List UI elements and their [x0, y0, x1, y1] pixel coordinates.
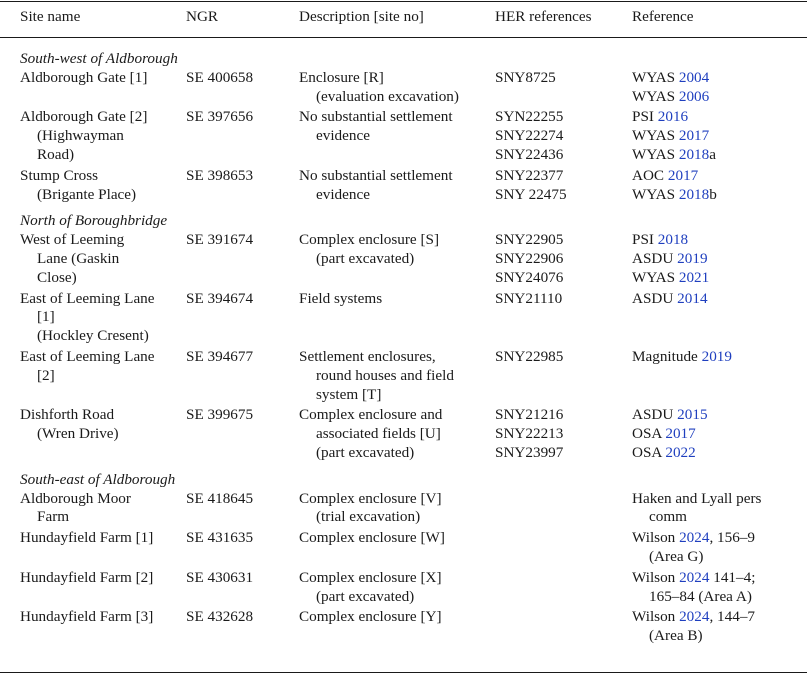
- table-row: [0, 608, 807, 648]
- table-row: [0, 69, 807, 109]
- description-cell: [299, 529, 495, 569]
- reference-suffix: b: [709, 185, 717, 203]
- reference-line: [632, 406, 807, 425]
- reference-line: [632, 569, 807, 588]
- her-references-cell: [495, 231, 632, 289]
- site-name-line: Road): [37, 145, 75, 163]
- reference-cell: [632, 348, 807, 406]
- site-name-line: East of Leeming Lane: [20, 347, 155, 365]
- site-name-line: Hundayfield Farm [1]: [20, 529, 154, 547]
- description-line: Complex enclosure [S]: [299, 231, 440, 249]
- reference-year-link[interactable]: 2006: [678, 87, 710, 105]
- reference-line: [632, 108, 807, 127]
- table-row: [0, 290, 807, 348]
- her-references-cell: [495, 490, 632, 530]
- site-name-line: West of Leeming: [20, 231, 125, 249]
- ngr-value: SE 399675: [186, 406, 254, 424]
- reference-line: [632, 508, 807, 527]
- site-name-line: [2]: [37, 366, 55, 384]
- reference-author: AOC: [632, 166, 668, 184]
- ngr-value: SE 391674: [186, 231, 254, 249]
- reference-cell: [632, 529, 807, 569]
- reference-line: [632, 250, 807, 269]
- description-line: round houses and field: [316, 366, 454, 384]
- reference-author: WYAS: [632, 68, 679, 86]
- reference-line: [632, 627, 807, 646]
- description-line: associated fields [U]: [316, 425, 441, 443]
- reference-year-link[interactable]: 2021: [678, 268, 710, 286]
- reference-line: [632, 348, 807, 367]
- ngr-cell: [186, 290, 299, 348]
- description-line: (part excavated): [316, 587, 415, 605]
- table-body: [0, 44, 807, 648]
- her-reference: SNY22906: [495, 249, 564, 267]
- ngr-value: SE 430631: [186, 568, 254, 586]
- ngr-cell: [186, 608, 299, 648]
- ngr-cell: [186, 167, 299, 207]
- reference-suffix: , 156–9: [709, 529, 755, 547]
- description-line: Field systems: [299, 289, 383, 307]
- reference-author: ASDU: [632, 406, 678, 424]
- site-name-cell: [0, 167, 186, 207]
- site-name-cell: [0, 529, 186, 569]
- ngr-cell: [186, 529, 299, 569]
- section-heading-row: [0, 44, 807, 69]
- her-reference: SNY22985: [495, 347, 564, 365]
- reference-year-link[interactable]: 2019: [677, 249, 708, 267]
- her-reference: SNY8725: [495, 68, 556, 86]
- ngr-value: SE 431635: [186, 529, 254, 547]
- her-references-cell: [495, 529, 632, 569]
- site-name-line: Aldborough Gate [1]: [20, 68, 148, 86]
- her-references-cell: [495, 348, 632, 406]
- site-name-cell: [0, 290, 186, 348]
- table-row: [0, 108, 807, 166]
- site-name-line: Aldborough Gate [2]: [20, 108, 148, 126]
- site-name-line: [1]: [37, 308, 55, 326]
- her-reference: SNY22274: [495, 127, 564, 145]
- her-reference: SYN22255: [495, 108, 564, 126]
- description-cell: [299, 608, 495, 648]
- site-name-line: Close): [37, 268, 77, 286]
- reference-line: [632, 88, 807, 107]
- reference-cell: [632, 290, 807, 348]
- site-name-line: (Brigante Place): [37, 185, 137, 203]
- site-name-cell: [0, 108, 186, 166]
- her-reference: SNY23997: [495, 443, 564, 461]
- description-line: Complex enclosure [X]: [299, 568, 442, 586]
- description-line: Complex enclosure [Y]: [299, 608, 442, 626]
- description-line: Complex enclosure [W]: [299, 529, 445, 547]
- her-references-cell: [495, 608, 632, 648]
- reference-year-link[interactable]: 2018: [657, 231, 689, 249]
- site-name-line: East of Leeming Lane: [20, 289, 155, 307]
- description-cell: [299, 231, 495, 289]
- her-reference: SNY24076: [495, 268, 564, 286]
- site-name-line: Farm: [37, 508, 70, 526]
- reference-line: [632, 608, 807, 627]
- ngr-cell: [186, 490, 299, 530]
- ngr-value: SE 418645: [186, 489, 254, 507]
- site-name-cell: [0, 348, 186, 406]
- her-references-cell: [495, 108, 632, 166]
- her-references-cell: [495, 569, 632, 609]
- ngr-value: SE 432628: [186, 608, 254, 626]
- her-reference: SNY22905: [495, 231, 564, 249]
- reference-cell: [632, 608, 807, 648]
- description-line: evidence: [316, 185, 370, 203]
- ngr-cell: [186, 348, 299, 406]
- reference-year-link[interactable]: 2018: [678, 185, 710, 203]
- section-heading: South-west of Aldborough: [20, 50, 178, 67]
- her-references-cell: [495, 290, 632, 348]
- reference-line: [632, 127, 807, 146]
- description-line: evidence: [316, 127, 370, 145]
- reference-author: comm: [649, 508, 687, 526]
- her-reference: SNY22436: [495, 145, 564, 163]
- reference-suffix: , 144–7: [709, 608, 755, 626]
- site-name-line: (Highwayman: [37, 127, 124, 145]
- reference-cell: [632, 231, 807, 289]
- reference-author: Wilson: [632, 608, 680, 626]
- col-header-description: Description [site no]: [299, 8, 424, 25]
- her-reference: SNY22213: [495, 425, 564, 443]
- ngr-value: SE 398653: [186, 166, 254, 184]
- col-header-ngr: NGR: [186, 8, 219, 25]
- reference-author: 165–84 (Area A): [649, 587, 752, 605]
- description-line: Complex enclosure and: [299, 406, 443, 424]
- ngr-cell: [186, 69, 299, 109]
- ngr-value: SE 394677: [186, 347, 254, 365]
- reference-line: [632, 146, 807, 165]
- reference-year-link[interactable]: 2017: [667, 166, 699, 184]
- reference-author: WYAS: [632, 145, 679, 163]
- description-line: No substantial settlement: [299, 108, 453, 126]
- site-name-line: Lane (Gaskin: [37, 249, 120, 267]
- reference-suffix: 141–4;: [709, 568, 756, 586]
- site-name-line: Hundayfield Farm [3]: [20, 608, 154, 626]
- reference-author: (Area B): [649, 627, 703, 645]
- reference-year-link[interactable]: 2024: [679, 568, 710, 586]
- description-cell: [299, 490, 495, 530]
- reference-author: WYAS: [632, 268, 679, 286]
- site-name-cell: [0, 569, 186, 609]
- description-line: (evaluation excavation): [316, 87, 459, 105]
- reference-author: PSI: [632, 108, 658, 126]
- her-reference: SNY21216: [495, 406, 564, 424]
- site-name-line: (Wren Drive): [37, 425, 119, 443]
- table-row: [0, 406, 807, 464]
- reference-year-link[interactable]: 2017: [678, 127, 710, 145]
- reference-line: [632, 548, 807, 567]
- reference-year-link[interactable]: 2024: [679, 529, 710, 547]
- reference-line: [632, 529, 807, 548]
- reference-line: [632, 444, 807, 463]
- reference-year-link[interactable]: 2004: [678, 68, 710, 86]
- ngr-value: SE 397656: [186, 108, 254, 126]
- reference-line: [632, 269, 807, 288]
- reference-cell: [632, 167, 807, 207]
- header-row: [0, 0, 807, 44]
- section-heading-row: [0, 206, 807, 231]
- reference-cell: [632, 490, 807, 530]
- description-cell: [299, 108, 495, 166]
- her-reference: SNY22377: [495, 166, 564, 184]
- description-line: (trial excavation): [316, 508, 421, 526]
- table-row: [0, 167, 807, 207]
- description-cell: [299, 348, 495, 406]
- ngr-cell: [186, 231, 299, 289]
- reference-cell: [632, 569, 807, 609]
- reference-suffix: a: [709, 145, 716, 163]
- table-row: [0, 529, 807, 569]
- reference-author: WYAS: [632, 185, 679, 203]
- her-reference: SNY 22475: [495, 185, 567, 203]
- section-heading: South-east of Aldborough: [20, 470, 176, 488]
- ngr-cell: [186, 406, 299, 464]
- section-heading-row: [0, 465, 807, 490]
- description-line: Enclosure [R]: [299, 68, 384, 86]
- her-references-cell: [495, 406, 632, 464]
- reference-author: WYAS: [632, 127, 679, 145]
- bottom-rule: [0, 672, 807, 673]
- table-row: [0, 569, 807, 609]
- her-reference: SNY21110: [495, 289, 563, 307]
- reference-author: WYAS: [632, 87, 679, 105]
- reference-author: ASDU: [632, 289, 678, 307]
- description-cell: [299, 406, 495, 464]
- reference-line: [632, 588, 807, 607]
- site-name-cell: [0, 69, 186, 109]
- reference-line: [632, 69, 807, 88]
- col-header-reference: Reference: [632, 8, 694, 25]
- ngr-cell: [186, 108, 299, 166]
- site-name-line: Aldborough Moor: [20, 489, 131, 507]
- ngr-value: SE 394674: [186, 289, 254, 307]
- site-name-line: (Hockley Cresent): [37, 327, 149, 345]
- reference-year-link[interactable]: 2024: [679, 608, 710, 626]
- reference-line: [632, 490, 807, 509]
- reference-year-link[interactable]: 2015: [677, 406, 708, 424]
- col-header-site-name: Site name: [20, 8, 81, 25]
- reference-line: [632, 186, 807, 205]
- reference-author: OSA: [632, 425, 666, 443]
- reference-year-link[interactable]: 2018: [678, 145, 710, 163]
- description-line: (part excavated): [316, 443, 415, 461]
- reference-year-link[interactable]: 2016: [657, 108, 689, 126]
- ngr-cell: [186, 569, 299, 609]
- site-name-line: Hundayfield Farm [2]: [20, 568, 154, 586]
- description-cell: [299, 167, 495, 207]
- col-header-her-references: HER references: [495, 8, 592, 25]
- reference-cell: [632, 406, 807, 464]
- reference-author: Wilson: [632, 529, 680, 547]
- reference-year-link[interactable]: 2014: [677, 289, 708, 307]
- reference-author: OSA: [632, 443, 666, 461]
- reference-year-link[interactable]: 2019: [701, 347, 732, 365]
- description-cell: [299, 69, 495, 109]
- description-line: Complex enclosure [V]: [299, 489, 442, 507]
- description-line: No substantial settlement: [299, 166, 453, 184]
- reference-author: Haken and Lyall pers: [632, 489, 762, 507]
- section-heading: North of Boroughbridge: [20, 212, 168, 230]
- description-line: Settlement enclosures,: [299, 347, 436, 365]
- site-name-cell: [0, 608, 186, 648]
- description-cell: [299, 290, 495, 348]
- site-name-cell: [0, 406, 186, 464]
- reference-author: (Area G): [649, 547, 704, 565]
- table-row: [0, 348, 807, 406]
- ngr-value: SE 400658: [186, 68, 254, 86]
- site-name-cell: [0, 231, 186, 289]
- description-line: (part excavated): [316, 249, 415, 267]
- reference-line: [632, 290, 807, 309]
- reference-author: ASDU: [632, 249, 678, 267]
- reference-line: [632, 231, 807, 250]
- her-references-cell: [495, 69, 632, 109]
- site-name-line: Stump Cross: [20, 166, 99, 184]
- reference-author: PSI: [632, 231, 658, 249]
- site-name-line: Dishforth Road: [20, 406, 115, 424]
- reference-cell: [632, 108, 807, 166]
- reference-author: Wilson: [632, 568, 680, 586]
- table-row: [0, 231, 807, 289]
- table-row: [0, 490, 807, 530]
- site-name-cell: [0, 490, 186, 530]
- her-references-cell: [495, 167, 632, 207]
- reference-cell: [632, 69, 807, 109]
- reference-year-link[interactable]: 2022: [665, 443, 696, 461]
- reference-year-link[interactable]: 2017: [665, 425, 696, 443]
- reference-line: [632, 425, 807, 444]
- reference-author: Magnitude: [632, 347, 702, 365]
- description-line: system [T]: [316, 385, 382, 403]
- description-cell: [299, 569, 495, 609]
- reference-line: [632, 167, 807, 186]
